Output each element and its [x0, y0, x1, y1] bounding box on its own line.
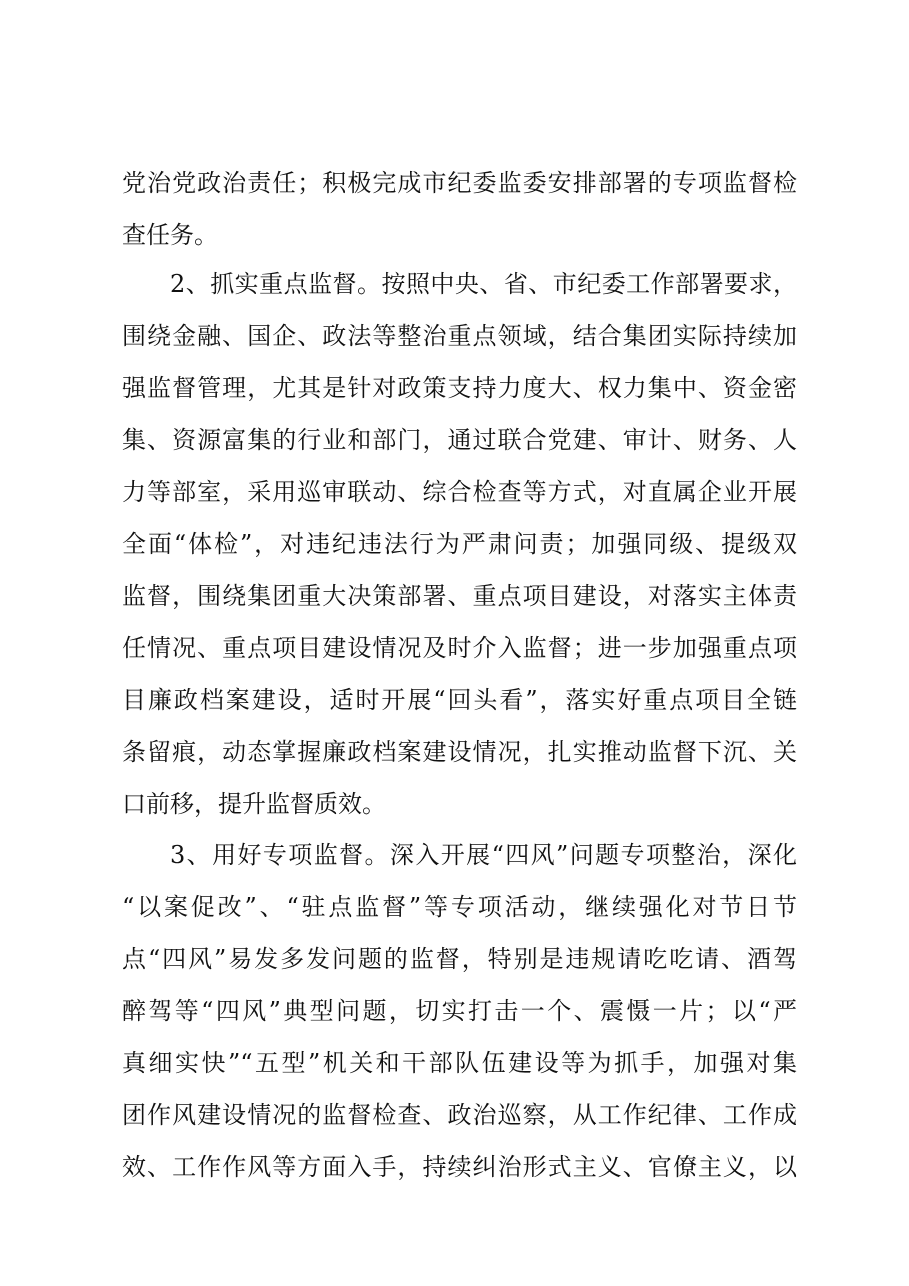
paragraph-2-line-7: 监督，围绕集团重大决策部署、重点项目建设，对落实主体责 [122, 582, 797, 610]
paragraph-1-line-1: 党治党政治责任；积极完成市纪委监委安排部署的专项监督检 [122, 169, 797, 197]
paragraph-2-line-9: 目廉政档案建设，适时开展“回头看”，落实好重点项目全链 [122, 686, 797, 714]
paragraph-2-line-11: 口前移，提升监督质效。 [122, 790, 386, 818]
paragraph-1-line-2: 查任务。 [122, 221, 218, 249]
paragraph-2-line-2: 围绕金融、国企、政法等整治重点领域，结合集团实际持续加 [122, 322, 797, 350]
paragraph-3-line-6: 团作风建设情况的监督检查、政治巡察，从工作纪律、工作成 [122, 1101, 797, 1129]
paragraph-3-line-5: 真细实快”“五型”机关和干部队伍建设等为抓手，加强对集 [122, 1049, 797, 1077]
paragraph-2-line-1: 2、抓实重点监督。按照中央、省、市纪委工作部署要求， [170, 270, 797, 298]
paragraph-3-line-2: “以案促改”、“驻点监督”等专项活动，继续强化对节日节 [122, 893, 797, 921]
paragraph-2-line-4: 集、资源富集的行业和部门，通过联合党建、审计、财务、人 [122, 426, 797, 454]
paragraph-3-line-1: 3、用好专项监督。深入开展“四风”问题专项整治，深化 [170, 841, 797, 869]
paragraph-2-line-5: 力等部室，采用巡审联动、综合检查等方式，对直属企业开展 [122, 478, 797, 506]
paragraph-2-line-3: 强监督管理，尤其是针对政策支持力度大、权力集中、资金密 [122, 374, 797, 402]
paragraph-2-line-10: 条留痕，动态掌握廉政档案建设情况，扎实推动监督下沉、关 [122, 738, 797, 766]
paragraph-3-line-4: 醉驾等“四风”典型问题，切实打击一个、震慑一片；以“严 [122, 997, 797, 1025]
paragraph-3-line-3: 点“四风”易发多发问题的监督，特别是违规请吃吃请、酒驾 [122, 945, 797, 973]
paragraph-2-line-8: 任情况、重点项目建设情况及时介入监督；进一步加强重点项 [122, 634, 797, 662]
paragraph-2-line-6: 全面“体检”，对违纪违法行为严肃问责；加强同级、提级双 [122, 530, 797, 558]
paragraph-3-line-7: 效、工作作风等方面入手，持续纠治形式主义、官僚主义，以 [122, 1153, 797, 1181]
